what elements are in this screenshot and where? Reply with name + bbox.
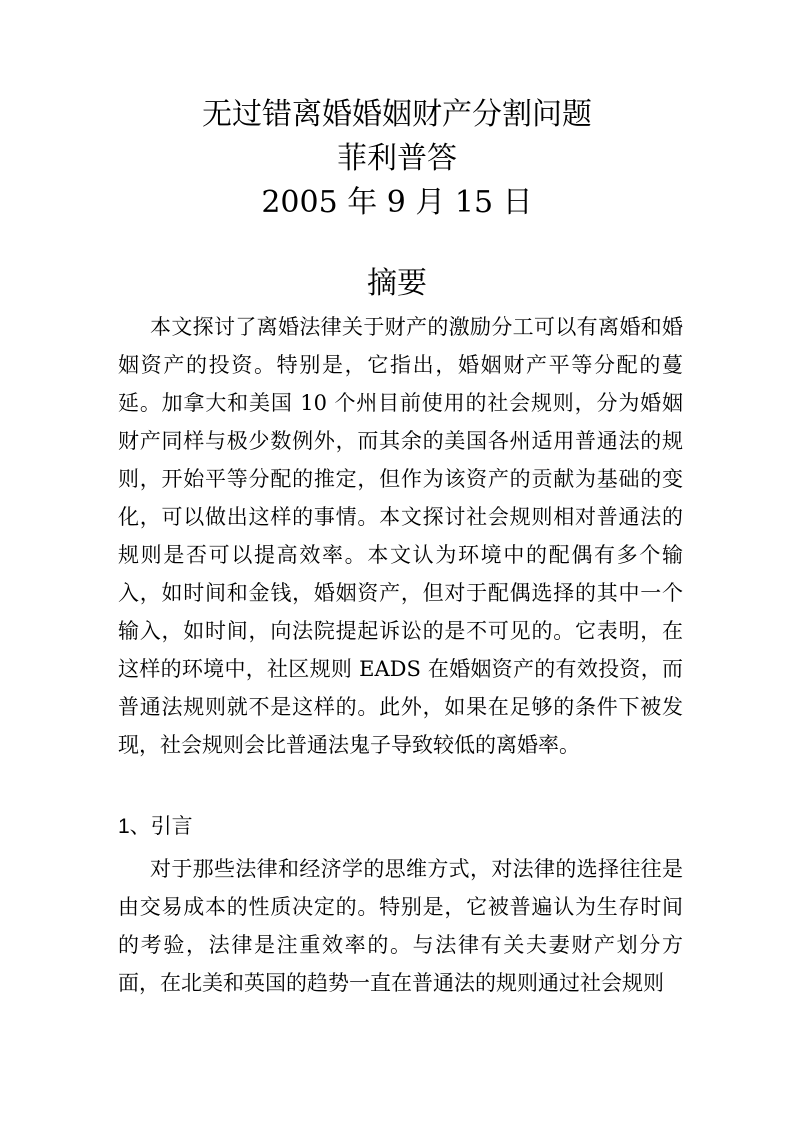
- abstract-paragraph: 本文探讨了离婚法律关于财产的激励分工可以有离婚和婚姻资产的投资。特别是，它指出，婚姻财产平等分配的蔓延。加拿大和美国 10 个州目前使用的社会规则，分为婚姻财产同样与极少数例外，而其余的美国各州适用普通法的规则，开始平等分配的推定，但作为该资产的贡献为基础的变化，可以做出这样的事情。本文探讨社会规则相对普通法的规则是否可以提高效率。本文认为环境中的配偶有多个输入，如时间和金钱，婚姻资产，但对于配偶选择的其中一个输入，如时间，向法院提起诉讼的是不可见的。它表明，在这样的环境中，社区规则 EADS 在婚姻资产的有效投资，而普通法规则就不是这样的。此外，如果在足够的条件下被发现，社会规则会比普通法鬼子导致较低的离婚率。: [118, 315, 683, 757]
- document-author: 菲利普答: [337, 141, 457, 176]
- section-heading-introduction: 1、引言: [118, 815, 193, 838]
- document-date: 2005 年 9 月 15 日: [261, 185, 533, 220]
- title-block: [0, 93, 794, 225]
- document-title: 无过错离婚婚姻财产分割问题: [202, 97, 592, 132]
- introduction-paragraph: 对于那些法律和经济学的思维方式，对法律的选择往往是由交易成本的性质决定的。特别是，它被普遍认为生存时间的考验，法律是注重效率的。与法律有关夫妻财产划分方面，在北美和英国的趋势一直在普通法的规则通过社会规则: [118, 857, 683, 995]
- abstract-heading: 摘要: [367, 266, 427, 301]
